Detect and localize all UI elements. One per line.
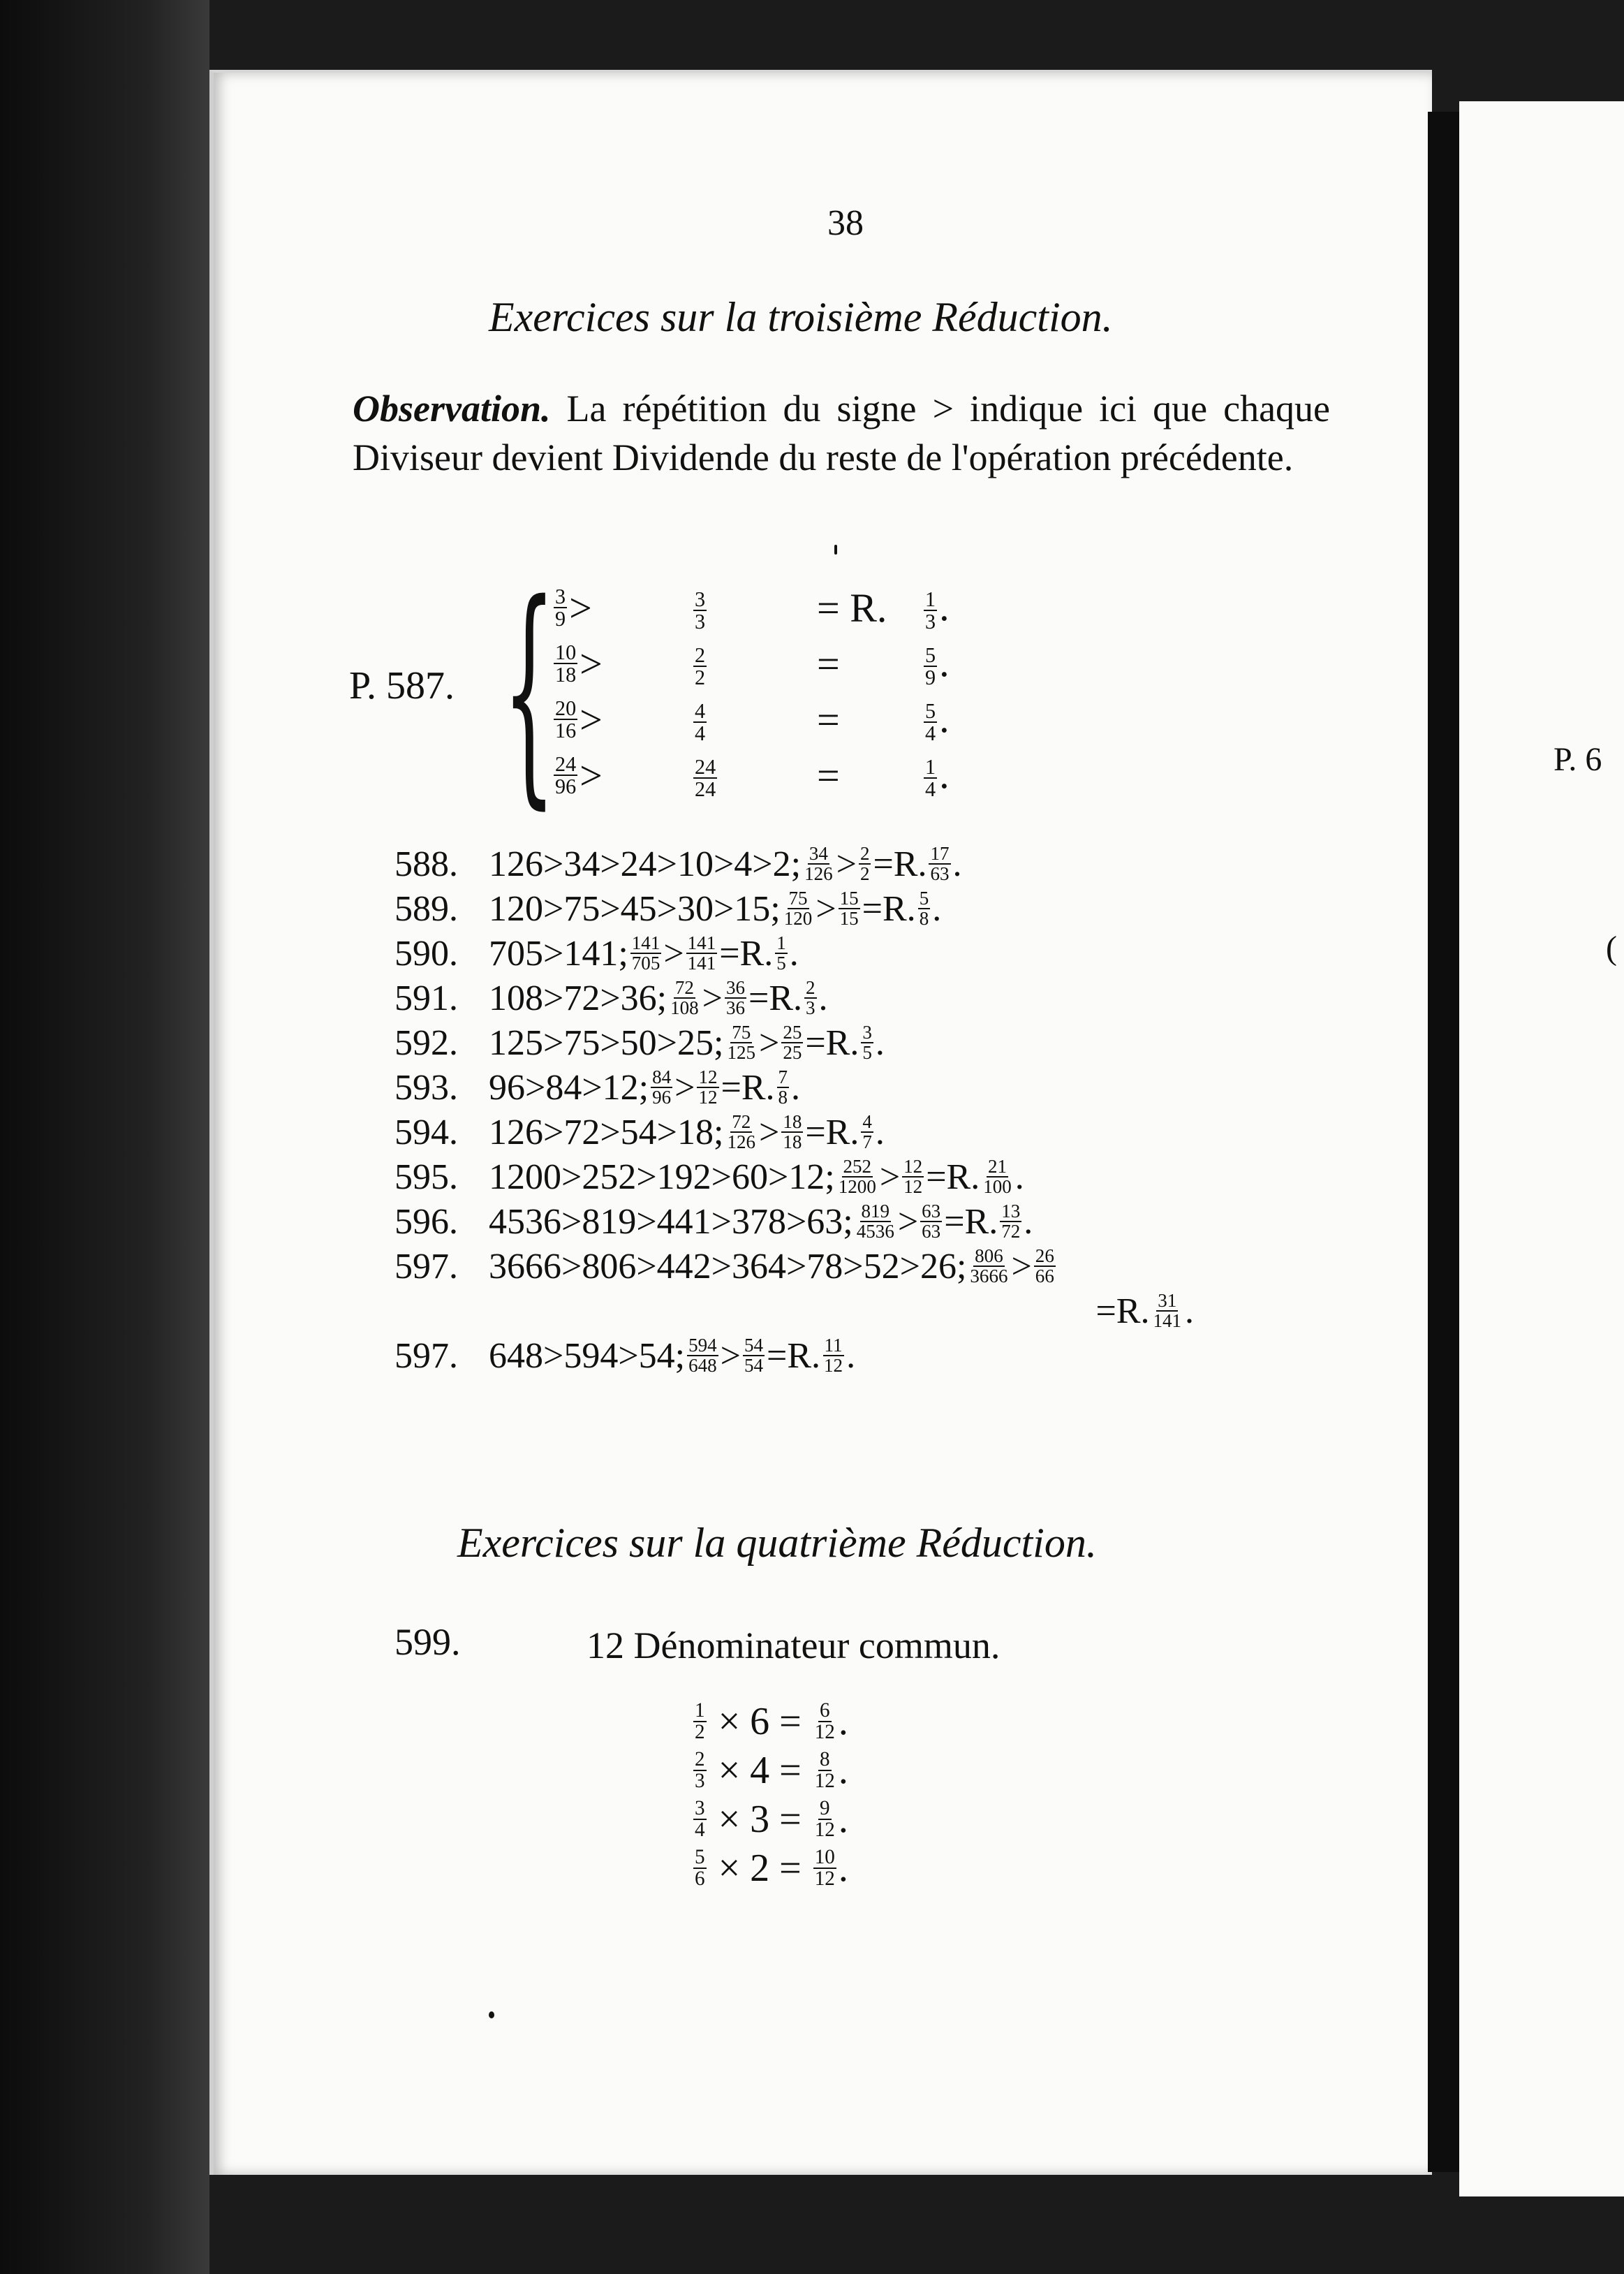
system-left: [552, 585, 691, 631]
fraction: [693, 1798, 707, 1840]
system-row: [552, 580, 950, 636]
fraction: [859, 844, 871, 883]
fraction: [902, 1157, 924, 1196]
fraction-denominator: 36: [725, 997, 746, 1018]
fraction: [725, 1023, 757, 1062]
fraction-numerator: 2: [806, 976, 815, 998]
result-label: =R.: [805, 1112, 859, 1152]
fraction-denominator: 12: [814, 1819, 835, 1841]
fraction-numerator: 15: [839, 887, 859, 909]
fraction-denominator: 15: [839, 908, 859, 929]
fraction-denominator: 100: [983, 1176, 1012, 1197]
fraction-numerator: 36: [725, 976, 746, 998]
fraction-denominator: 63: [930, 863, 950, 884]
exercise-number: 591.: [394, 978, 458, 1018]
result-fraction: [929, 844, 950, 883]
division-chain: 108>72>36;: [489, 978, 667, 1018]
fraction-denominator: 3: [925, 610, 936, 634]
fraction-denominator: 25: [783, 1042, 802, 1063]
greater-sign: >: [663, 933, 684, 974]
fraction-denominator: 3666: [970, 1266, 1008, 1286]
observation-lead: Observation.: [353, 388, 551, 430]
fraction-numerator: 819: [861, 1200, 890, 1222]
fraction: [743, 1336, 765, 1375]
fraction-denominator: 126: [727, 1131, 755, 1152]
fraction: [693, 589, 707, 632]
page-number: 38: [827, 203, 864, 243]
division-chain: 705>141;: [489, 933, 628, 974]
fraction-numerator: 12: [698, 1066, 718, 1087]
equals-sign: =: [769, 1847, 811, 1890]
fraction-numerator: 63: [922, 1200, 941, 1222]
exercise-list: [394, 842, 1372, 1378]
fraction-denominator: 2: [695, 1721, 705, 1743]
system-middle: [691, 695, 817, 744]
fraction: [554, 751, 577, 798]
fraction-denominator: 8: [778, 1087, 788, 1108]
fraction-numerator: 25: [783, 1021, 802, 1043]
fraction: [669, 978, 700, 1018]
fraction-denominator: 96: [555, 775, 577, 798]
fraction-denominator: 9: [925, 666, 936, 690]
division-chain: 126>72>54>18;: [489, 1112, 724, 1152]
fraction-denominator: 12: [698, 1087, 718, 1108]
result-fraction: [822, 1336, 844, 1375]
fraction: [693, 1847, 707, 1889]
result-fraction: [1151, 1291, 1183, 1330]
fraction: [813, 1847, 836, 1889]
greater-sign: >: [1011, 1246, 1032, 1286]
system-middle: [691, 751, 817, 800]
fraction-denominator: 66: [1035, 1266, 1054, 1286]
fraction: [725, 1110, 757, 1152]
fraction-denominator: 5: [862, 1042, 872, 1063]
fraction: [1034, 1247, 1056, 1286]
fraction-denominator: 96: [652, 1087, 672, 1108]
fraction-numerator: 54: [744, 1334, 764, 1356]
fraction-numerator: 75: [788, 887, 808, 909]
fraction-denominator: 3: [695, 1770, 705, 1792]
fraction-denominator: 18: [555, 663, 577, 687]
fraction-denominator: 16: [555, 719, 577, 742]
fraction: [968, 1247, 1009, 1286]
exercise-row: 594. 126>72>54>18; $\frac{72}{126}$ > $\frac{18}{18}$ =R. $\frac{4}{7}$ .: [394, 1110, 885, 1152]
fraction: [924, 700, 937, 744]
fraction-denominator: 705: [631, 953, 660, 974]
fraction-numerator: 84: [652, 1066, 672, 1087]
fraction: [697, 1068, 718, 1107]
fraction: [855, 1202, 896, 1241]
problem-599-text: 12 Dénominateur commun.: [586, 1624, 1001, 1666]
fraction-numerator: 5: [695, 1845, 705, 1868]
fraction-denominator: 24: [695, 777, 716, 802]
exercise-row: 596. 4536>819>441>378>63; $\frac{819}{4536}$ > $\frac{63}{63}$ =R. $\frac{13}{72}$ .: [394, 1200, 1033, 1242]
fraction-numerator: 2: [695, 643, 706, 668]
fraction: [693, 700, 707, 744]
fraction-denominator: 141: [1153, 1310, 1181, 1331]
fraction: [839, 889, 860, 928]
result-label: =R.: [1095, 1291, 1150, 1331]
multiplication-row: $\frac{1}{2}$ × 6 = $\frac{6}{12}$ .: [695, 1699, 848, 1743]
fraction-numerator: 17: [930, 842, 950, 864]
fraction-numerator: 8: [820, 1747, 830, 1770]
fraction: [554, 642, 577, 685]
result-label: =R.: [873, 844, 927, 884]
greater-sign: >: [879, 1157, 901, 1197]
fraction-numerator: 24: [555, 751, 577, 776]
fraction-denominator: 4: [695, 721, 706, 746]
fraction: [725, 978, 746, 1018]
facing-page: [1459, 101, 1624, 2196]
fraction-denominator: 4: [695, 1819, 705, 1841]
fraction-numerator: 72: [674, 976, 694, 998]
result-label: =R.: [926, 1157, 980, 1197]
fraction-numerator: 141: [631, 932, 660, 953]
print-speck: [834, 545, 837, 555]
fraction-denominator: 12: [903, 1176, 923, 1197]
result-fraction: [1000, 1202, 1021, 1241]
fraction-denominator: 4: [925, 721, 936, 746]
division-chain: 125>75>50>25;: [489, 1022, 724, 1063]
times-sign: ×: [708, 1847, 751, 1890]
print-speck: [489, 2011, 494, 2018]
system-equals: = R.: [817, 585, 887, 631]
fraction-denominator: 126: [804, 863, 833, 884]
fraction-numerator: 806: [975, 1245, 1003, 1266]
fraction-denominator: 108: [670, 997, 699, 1018]
exercise-number: 594.: [394, 1112, 458, 1152]
exercise-row: 590. 705>141; $\frac{141}{705}$ > $\frac{141}{141}$ =R. $\frac{1}{5}$ .: [394, 932, 799, 974]
fraction-denominator: 125: [727, 1042, 755, 1063]
exercise-row: 591. 108>72>36; $\frac{72}{108}$ > $\frac{36}{36}$ =R. $\frac{2}{3}$ .: [394, 976, 828, 1018]
fraction-numerator: 12: [903, 1155, 923, 1177]
multiplication-row: $\frac{2}{3}$ × 4 = $\frac{8}{12}$ .: [695, 1747, 848, 1792]
fraction-denominator: 63: [922, 1221, 941, 1242]
fraction: [693, 756, 717, 800]
exercise-row: 593. 96>84>12; $\frac{84}{96}$ > $\frac{12}{12}$ =R. $\frac{7}{8}$ .: [394, 1066, 801, 1108]
times-sign: ×: [708, 1798, 751, 1841]
fraction: [803, 844, 834, 883]
fraction-denominator: 141: [687, 953, 716, 974]
problem-599-number: 599.: [394, 1621, 461, 1663]
fraction-denominator: 120: [783, 908, 813, 929]
exercise-row: 595. 1200>252>192>60>12; $\frac{252}{1200}$ > $\frac{12}{12}$ =R. $\frac{21}{100}$ .: [394, 1155, 1024, 1197]
times-sign: ×: [708, 1700, 751, 1743]
system-middle: [691, 639, 817, 689]
fraction: [837, 1157, 878, 1196]
fraction-denominator: 12: [824, 1355, 843, 1376]
greater-sign: >: [720, 1335, 741, 1376]
problem-599-multiplications: [691, 1697, 848, 1893]
fraction-numerator: 1: [776, 932, 786, 953]
fraction-numerator: 2: [859, 842, 870, 864]
section-heading-third-reduction: Exercices sur la troisième Réduction.: [489, 294, 1113, 340]
curly-brace: {: [503, 553, 556, 830]
greater-sign: >: [580, 640, 603, 687]
fraction-numerator: 75: [732, 1021, 751, 1043]
fraction-numerator: 31: [1158, 1289, 1177, 1311]
multiplier: 2: [750, 1847, 770, 1890]
result-fraction: [861, 1110, 873, 1152]
fraction: [693, 1749, 707, 1791]
fraction: [783, 889, 814, 928]
fraction-numerator: 5: [925, 699, 936, 724]
fraction-numerator: 20: [555, 696, 577, 720]
fraction-denominator: 6: [695, 1868, 705, 1890]
book-edge: [0, 0, 209, 2274]
exercise-row: 597. 648>594>54; $\frac{594}{648}$ > $\frac{54}{54}$ =R. $\frac{11}{12}$ .: [394, 1334, 856, 1376]
exercise-number: 597.: [394, 1335, 458, 1376]
exercise-number: 597.: [394, 1246, 458, 1286]
section-heading-fourth-reduction: Exercices sur la quatrième Réduction.: [457, 1520, 1097, 1566]
fraction-numerator: 11: [824, 1334, 843, 1356]
fraction-denominator: 5: [776, 953, 786, 974]
exercise-number: 588.: [394, 844, 458, 884]
result-label: =R.: [719, 933, 774, 974]
fraction-numerator: 9: [820, 1796, 830, 1819]
result-fraction: [777, 1068, 790, 1107]
fraction-numerator: 3: [695, 1796, 705, 1819]
fraction-numerator: 10: [814, 1845, 835, 1868]
fraction-numerator: 34: [809, 842, 828, 864]
multiplication-row: $\frac{5}{6}$ × 2 = $\frac{10}{12}$ .: [695, 1845, 848, 1890]
fraction-denominator: 4: [925, 777, 936, 802]
greater-sign: >: [580, 696, 603, 742]
fraction-numerator: 26: [1035, 1245, 1054, 1266]
multiplier: 4: [750, 1749, 770, 1792]
result-fraction: [918, 889, 931, 928]
result-label: =R.: [767, 1335, 821, 1376]
division-chain: 120>75>45>30>15;: [489, 888, 781, 929]
problem-587-system: [552, 580, 950, 803]
fraction-denominator: 3: [695, 610, 706, 634]
system-row: [552, 691, 950, 747]
greater-sign: >: [815, 888, 836, 929]
fraction-denominator: 4536: [856, 1221, 894, 1242]
exercise-number: 596.: [394, 1201, 458, 1242]
system-result: $\frac{1}{3}$ .: [925, 583, 950, 634]
fraction-numerator: 4: [695, 699, 706, 724]
division-chain: 648>594>54;: [489, 1335, 686, 1376]
fraction-numerator: 72: [732, 1110, 751, 1132]
fraction-numerator: 141: [687, 932, 716, 953]
multiplier: 3: [750, 1798, 770, 1841]
fraction: [813, 1798, 836, 1840]
exercise-number: 593.: [394, 1067, 458, 1108]
fraction-numerator: 594: [688, 1334, 717, 1356]
exercise-number: 590.: [394, 933, 458, 974]
greater-sign: >: [836, 844, 857, 884]
exercise-row: 589. 120>75>45>30>15; $\frac{75}{120}$ > $\frac{15}{15}$ =R. $\frac{5}{8}$ .: [394, 887, 942, 929]
fraction-denominator: 1200: [838, 1176, 876, 1197]
fraction-numerator: 252: [843, 1155, 872, 1177]
exercise-number: 589.: [394, 888, 458, 929]
fraction-numerator: 3: [555, 584, 566, 608]
greater-sign: >: [897, 1201, 919, 1242]
greater-sign: >: [580, 752, 603, 798]
system-left: [552, 752, 691, 799]
fraction-numerator: 7: [778, 1066, 788, 1087]
fraction: [651, 1068, 672, 1107]
exercise-number: 592.: [394, 1022, 458, 1063]
fraction-denominator: 7: [862, 1131, 872, 1152]
result-fraction: [804, 978, 817, 1018]
division-chain: 126>34>24>10>4>2;: [489, 844, 802, 884]
equals-sign: =: [769, 1700, 811, 1743]
fraction: [554, 586, 567, 629]
fraction-numerator: 1: [695, 1699, 705, 1722]
fraction-numerator: 5: [925, 643, 936, 668]
fraction-denominator: 8: [919, 908, 929, 929]
observation-paragraph: [353, 384, 1330, 482]
result-fraction: [982, 1157, 1013, 1196]
fraction-denominator: 3: [806, 997, 815, 1018]
system-left: [552, 696, 691, 743]
greater-sign: >: [702, 978, 723, 1018]
system-result: $\frac{5}{9}$ .: [925, 639, 950, 690]
fraction-denominator: 2: [859, 863, 870, 884]
system-left: [552, 640, 691, 687]
facing-page-label: P. 6: [1553, 741, 1602, 778]
fraction-denominator: 648: [688, 1355, 717, 1376]
greater-sign: >: [758, 1112, 780, 1152]
division-chain: 96>84>12;: [489, 1067, 649, 1108]
fraction: [693, 1701, 707, 1743]
result-fraction: [861, 1023, 873, 1062]
division-chain: 3666>806>442>364>78>52>26;: [489, 1246, 967, 1286]
exercise-row: 592. 125>75>50>25; $\frac{75}{125}$ > $\frac{25}{25}$ =R. $\frac{3}{5}$ .: [394, 1021, 885, 1063]
fraction-numerator: 3: [862, 1021, 872, 1043]
result-label: =R.: [805, 1022, 859, 1063]
result-label: =R.: [944, 1201, 998, 1242]
exercise-row: [394, 1244, 1372, 1289]
multiplication-row: $\frac{3}{4}$ × 3 = $\frac{9}{12}$ .: [695, 1796, 848, 1841]
greater-sign: >: [758, 1022, 780, 1063]
system-row: [552, 636, 950, 691]
observation-text: La répétition du signe > indique ici que chaque Diviseur devient Dividende du reste de l'opération précédente.: [353, 388, 1330, 478]
fraction-numerator: 1: [925, 755, 936, 779]
greater-sign: >: [674, 1067, 695, 1108]
fraction: [924, 756, 937, 800]
fraction-numerator: 1: [925, 587, 936, 612]
fraction-numerator: 10: [555, 640, 577, 664]
fraction: [687, 1336, 718, 1375]
fraction-denominator: 12: [814, 1770, 835, 1792]
fraction-denominator: 72: [1001, 1221, 1021, 1242]
fraction-denominator: 12: [814, 1868, 835, 1890]
greater-sign: >: [569, 585, 592, 631]
fraction-numerator: 5: [919, 887, 929, 909]
fraction: [693, 645, 707, 688]
fraction-denominator: 54: [744, 1355, 764, 1376]
fraction: [686, 934, 718, 973]
fraction: [924, 589, 937, 632]
system-row: [552, 747, 950, 803]
fraction-numerator: 6: [820, 1699, 830, 1722]
system-equals: =: [817, 752, 840, 798]
result-fraction: [775, 934, 788, 973]
fraction-denominator: 12: [814, 1721, 835, 1743]
fraction: [781, 1110, 803, 1152]
equals-sign: =: [769, 1798, 811, 1841]
fraction-denominator: 9: [555, 607, 566, 631]
book-gutter: [1428, 112, 1459, 2172]
fraction: [813, 1701, 836, 1743]
fraction: [554, 698, 577, 741]
system-result: $\frac{5}{4}$ .: [925, 695, 950, 746]
fraction-numerator: 3: [695, 587, 706, 612]
division-chain: 4536>819>441>378>63;: [489, 1201, 853, 1242]
fraction-numerator: 24: [695, 755, 716, 779]
fraction-numerator: 21: [987, 1155, 1007, 1177]
fraction: [924, 645, 937, 688]
division-chain: 1200>252>192>60>12;: [489, 1157, 835, 1197]
fraction: [630, 934, 662, 973]
fraction: [813, 1749, 836, 1791]
exercise-row: 588. 126>34>24>10>4>2; $\frac{34}{126}$ > $\frac{2}{2}$ =R. $\frac{17}{63}$ .: [394, 842, 962, 884]
system-middle: [691, 583, 817, 633]
fraction-numerator: 13: [1001, 1200, 1021, 1222]
equals-sign: =: [769, 1749, 811, 1792]
system-equals: =: [817, 640, 840, 687]
fraction-denominator: 18: [783, 1131, 802, 1152]
fraction-numerator: 18: [783, 1110, 802, 1132]
result-label: =R.: [748, 978, 803, 1018]
result-label: =R.: [862, 888, 916, 929]
exercise-number: 595.: [394, 1157, 458, 1197]
fraction: [781, 1023, 803, 1062]
fraction-numerator: 2: [695, 1747, 705, 1770]
fraction-numerator: 4: [862, 1110, 872, 1132]
system-equals: =: [817, 696, 840, 742]
result-label: =R.: [721, 1067, 775, 1108]
system-result: $\frac{1}{4}$ .: [925, 751, 950, 802]
exercise-row: =R. $\frac{31}{141}$ .: [1095, 1289, 1194, 1331]
times-sign: ×: [708, 1749, 751, 1792]
fraction-denominator: 2: [695, 666, 706, 690]
fraction: [920, 1202, 942, 1241]
facing-page-paren: (: [1606, 930, 1617, 967]
problem-587-label: P. 587.: [349, 664, 455, 707]
multiplier: 6: [750, 1700, 770, 1743]
